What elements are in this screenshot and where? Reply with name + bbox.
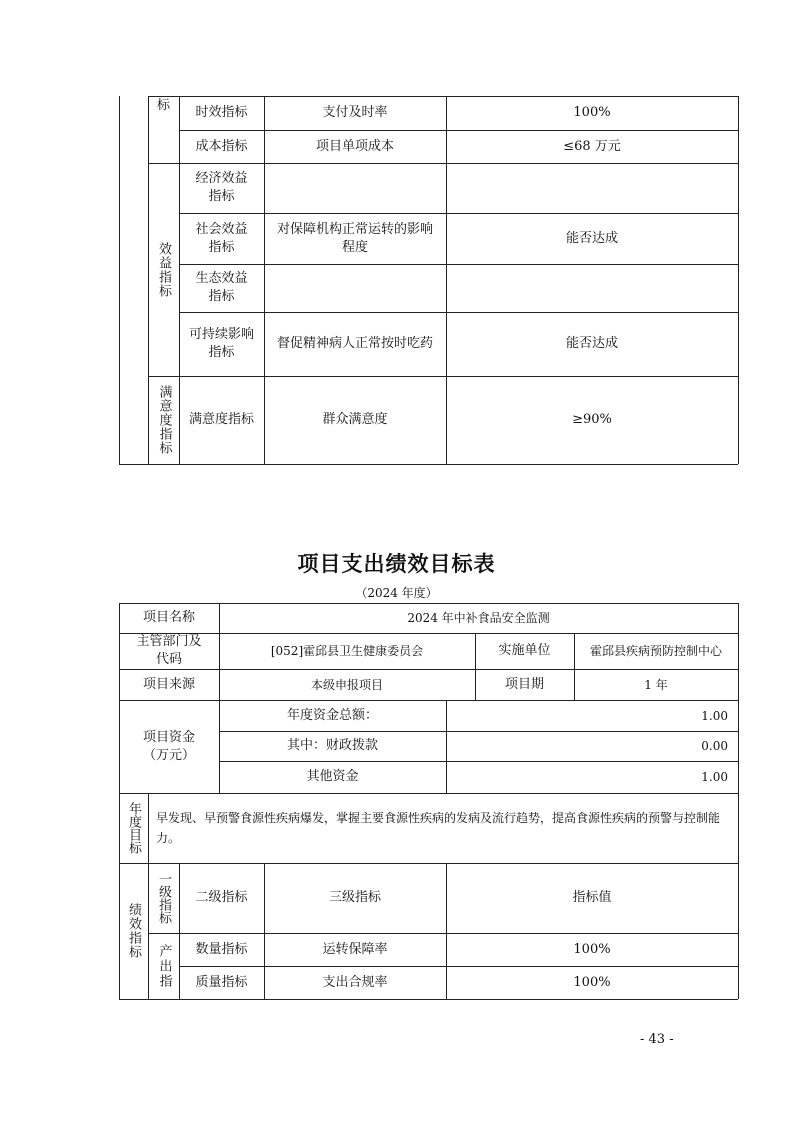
- satisfaction-indicator-group: 满意度指标: [156, 385, 172, 455]
- third-level-indicator: 对保障机构正常运转的影响程度: [276, 221, 433, 255]
- fund-other-label: 其他资金: [306, 769, 359, 784]
- second-level-indicator: 满意度指标: [189, 412, 255, 427]
- project-source-label: 项目来源: [142, 676, 195, 692]
- indicator-value: 能否达成: [565, 336, 618, 351]
- project-period-value: 1 年: [644, 677, 668, 692]
- second-level-indicator: 社会效益指标: [195, 221, 248, 255]
- first-level-indicator-header: 一级指标: [156, 872, 171, 924]
- third-level-indicator: 督促精神病人正常按时吃药: [276, 336, 433, 351]
- implementing-unit-value: 霍邱县疾病预防控制中心: [589, 644, 722, 658]
- project-name-label: 项目名称: [142, 610, 195, 625]
- third-level-indicator: 支出合规率: [322, 974, 388, 990]
- fund-total-value: 1.00: [701, 708, 728, 723]
- third-level-indicator: 项目单项成本: [315, 138, 394, 154]
- fund-total-label: 年度资金总额：: [286, 707, 378, 723]
- second-level-indicator: 生态效益指标: [195, 271, 248, 304]
- year-label: （2024 年度）: [355, 586, 438, 600]
- second-level-indicator: 可持续影响指标: [189, 327, 255, 360]
- indicator-value: [446, 163, 738, 213]
- page-number: - 43 -: [640, 1032, 674, 1047]
- second-level-indicator: 质量指标: [195, 974, 248, 990]
- indicator-value: ≥90%: [572, 412, 612, 427]
- third-level-indicator-header: 三级指标: [328, 890, 381, 905]
- indicator-value: ≤68 万元: [563, 138, 621, 154]
- fund-fiscal-label: 其中：财政拨款: [286, 738, 378, 753]
- second-level-indicator-header: 二级指标: [195, 890, 248, 905]
- performance-indicators-label: 绩效指标: [126, 903, 141, 959]
- fund-fiscal-value: 0.00: [701, 739, 728, 753]
- project-name-value: 2024 年中补食品安全监测: [407, 611, 550, 625]
- second-level-indicator: 成本指标: [195, 138, 248, 154]
- indicator-value-header: 指标值: [572, 890, 612, 905]
- fund-other-value: 1.00: [701, 770, 728, 784]
- implementing-unit-label: 实施单位: [498, 643, 551, 658]
- department-label: 主管部门及代码: [136, 634, 202, 667]
- second-level-indicator: 经济效益指标: [195, 171, 248, 204]
- third-level-indicator: 群众满意度: [322, 412, 388, 427]
- third-level-indicator: [264, 264, 446, 312]
- annual-goal-label: 年度目标: [126, 802, 141, 854]
- project-period-label: 项目期: [504, 676, 544, 692]
- output-indicator-group: 产出指: [156, 943, 172, 989]
- third-level-indicator: [264, 163, 446, 213]
- indicator-value: 100%: [573, 974, 611, 990]
- project-funds-label: 项目资金（万元）: [142, 729, 195, 763]
- second-level-indicator: 数量指标: [195, 941, 248, 957]
- indicator-value: 能否达成: [565, 230, 618, 246]
- indicator-value: 100%: [573, 941, 611, 957]
- department-value: [052]霍邱县卫生健康委员会: [270, 644, 424, 658]
- indicator-value: 100%: [573, 105, 611, 120]
- first-level-fragment: 标: [156, 98, 170, 113]
- benefit-indicator-group: 效益指标: [156, 241, 171, 298]
- third-level-indicator: 支付及时率: [322, 105, 388, 120]
- project-source-value: 本级申报项目: [310, 677, 383, 692]
- third-level-indicator: 运转保障率: [322, 941, 388, 957]
- annual-goal-text: 早发现、早预警食源性疾病爆发，掌握主要食源性疾病的发病及流行趋势，提高食源性疾病的预警与控制能力。: [156, 811, 721, 845]
- indicator-value: [446, 264, 738, 312]
- second-level-indicator: 时效指标: [195, 105, 248, 120]
- page-title: 项目支出绩效目标表: [297, 552, 496, 576]
